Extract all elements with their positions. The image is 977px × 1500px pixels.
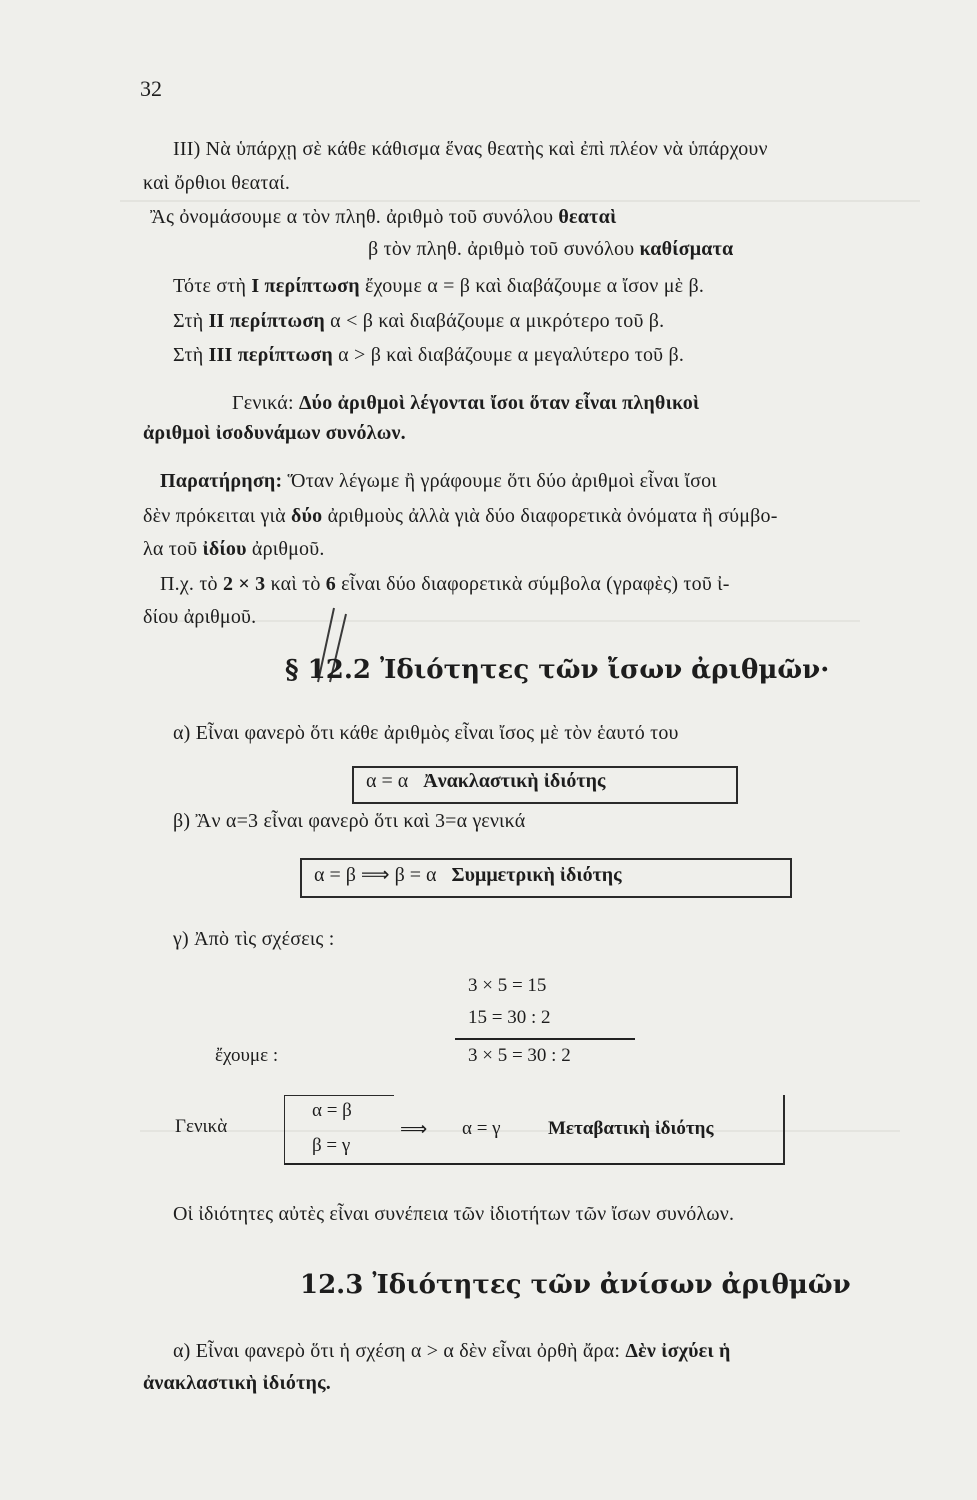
case-2-post: α < β καὶ διαβάζουμε α μικρότερο τοῦ β. bbox=[324, 310, 665, 332]
section-12-2-heading: § 12.2 Ἰδιότητες τῶν ἴσων ἀριθμῶν· bbox=[285, 655, 830, 685]
general-line1-bold: Δύο ἀριθμοὶ λέγονται ἴσοι ὅταν εἶναι πληθικοὶ bbox=[298, 392, 700, 414]
implies-arrow: ⟹ bbox=[400, 1119, 428, 1140]
symmetric-equation: α = β ⟹ β = α bbox=[314, 864, 437, 886]
case-1-pre: Τότε στὴ bbox=[173, 275, 252, 297]
naming-line1-text: Ἂς ὀνομάσουμε α τὸν πληθ. ἀριθμὸ τοῦ συνόλου bbox=[150, 206, 559, 228]
have-label: ἔχουμε : bbox=[215, 1045, 279, 1066]
general-label: Γενικὰ bbox=[175, 1116, 228, 1137]
transitive-eq1: 3 × 5 = 15 bbox=[468, 975, 547, 996]
unequal-line1 bbox=[173, 1340, 731, 1363]
case-1 bbox=[173, 275, 704, 298]
naming-line1 bbox=[150, 206, 616, 229]
symmetric-intro: β) Ἂν α=3 εἶναι φανερὸ ὅτι καὶ 3=α γενικά bbox=[173, 810, 526, 832]
condition-2: β = γ bbox=[312, 1135, 351, 1156]
transitive-eq2: 15 = 30 : 2 bbox=[468, 1007, 551, 1028]
page-number: 32 bbox=[140, 76, 162, 101]
section-12-3-heading: 12.3 Ἰδιότητες τῶν ἀνίσων ἀριθμῶν bbox=[300, 1270, 851, 1300]
case-1-post: ἔχουμε α = β καὶ διαβάζουμε α ἴσον μὲ β. bbox=[359, 275, 705, 297]
transitive-rule bbox=[455, 1038, 635, 1040]
remark-line3-bold: ἰδίου bbox=[202, 538, 247, 560]
remark-line2 bbox=[143, 505, 778, 528]
case-3-post: α > β καὶ διαβάζουμε α μεγαλύτερο τοῦ β. bbox=[332, 344, 685, 366]
case-2-bold: II περίπτωση bbox=[208, 310, 325, 332]
reflexive-box bbox=[352, 766, 738, 804]
transitive-box-right bbox=[783, 1095, 785, 1165]
general-line2-bold: ἀριθμοὶ ἰσοδυνάμων συνόλων. bbox=[143, 422, 406, 444]
naming-line1-bold: θεαταὶ bbox=[558, 206, 617, 228]
naming-line2-bold: καθίσματα bbox=[639, 238, 734, 260]
unequal-line2 bbox=[143, 1372, 331, 1395]
unequal-line2-bold: ἀνακλαστικὴ ἰδιότης. bbox=[143, 1372, 331, 1394]
symmetric-box bbox=[300, 858, 792, 898]
case-3-pre: Στὴ bbox=[173, 344, 209, 366]
unequal-line1-pre: α) Εἶναι φανερὸ ὅτι ἡ σχέση α > α δὲν εἶναι ὀρθὴ ἄρα: bbox=[173, 1340, 626, 1362]
example-bold: 2 × 3 bbox=[222, 573, 266, 595]
reflexive-label: Ἀνακλαστικὴ ἰδιότης bbox=[423, 770, 606, 792]
transitive-intro: γ) Ἀπὸ τὶς σχέσεις : bbox=[173, 928, 335, 950]
remark-line2-bold: δύο bbox=[291, 505, 323, 527]
naming-line2-text: β τὸν πληθ. ἀριθμὸ τοῦ συνόλου bbox=[368, 238, 640, 260]
general-line2 bbox=[143, 422, 406, 445]
example-mid: καὶ τὸ bbox=[265, 573, 326, 595]
remark-line2-post: ἀριθμοὺς ἀλλὰ γιὰ δύο διαφορετικὰ ὀνόματα ἢ σύμβο- bbox=[322, 505, 778, 527]
remark-line3 bbox=[143, 538, 325, 561]
case-2 bbox=[173, 310, 664, 333]
general-line1 bbox=[232, 392, 699, 415]
transitive-result: 3 × 5 = 30 : 2 bbox=[468, 1045, 571, 1066]
example-line2: δίου ἀριθμοῦ. bbox=[143, 606, 257, 628]
remark-line1-text: Ὅταν λέγωμε ἢ γράφουμε ὅτι δύο ἀριθμοὶ εἶναι ἴσοι bbox=[282, 470, 717, 492]
naming-line2 bbox=[368, 238, 733, 261]
condition-1: α = β bbox=[312, 1100, 352, 1121]
remark-line3-post: ἀριθμοῦ. bbox=[246, 538, 325, 560]
remark-line2-pre: δὲν πρόκειται γιὰ bbox=[143, 505, 291, 527]
transitive-box-bottom bbox=[284, 1163, 784, 1165]
symmetric-label: Συμμετρικὴ ἰδιότης bbox=[451, 864, 622, 886]
example-line1 bbox=[160, 573, 730, 596]
case-3 bbox=[173, 344, 684, 367]
case-1-bold: I περίπτωση bbox=[251, 275, 360, 297]
remark-line1 bbox=[160, 470, 717, 493]
transitive-property: Μεταβατικὴ ἰδιότης bbox=[548, 1118, 714, 1139]
example-bold2: 6 bbox=[325, 573, 336, 595]
reflexive-equation: α = α bbox=[366, 770, 409, 792]
case-3-bold: III περίπτωση bbox=[208, 344, 333, 366]
paragraph-iii-line2: καὶ ὄρθιοι θεαταί. bbox=[143, 172, 291, 194]
remark-line3-pre: λα τοῦ bbox=[143, 538, 203, 560]
example-post: εἶναι δύο διαφορετικὰ σύμβολα (γραφὲς) τοῦ ἰ- bbox=[335, 573, 730, 595]
case-2-pre: Στὴ bbox=[173, 310, 209, 332]
remark-label: Παρατήρηση: bbox=[160, 470, 283, 492]
reflexive-intro: α) Εἶναι φανερὸ ὅτι κάθε ἀριθμὸς εἶναι ἴσος μὲ τὸν ἑαυτό του bbox=[173, 722, 679, 744]
example-pre: Π.χ. τὸ bbox=[160, 573, 223, 595]
transitive-conclusion: α = γ bbox=[462, 1118, 501, 1139]
paragraph-iii-line1: III) Νὰ ὑπάρχῃ σὲ κάθε κάθισμα ἕνας θεατὴς καὶ ἐπὶ πλέον νὰ ὑπάρχουν bbox=[173, 138, 768, 160]
unequal-line1-bold: Δὲν ἰσχύει ἡ bbox=[625, 1340, 731, 1362]
consequence: Οἱ ἰδιότητες αὐτὲς εἶναι συνέπεια τῶν ἰδιοτήτων τῶν ἴσων συνόλων. bbox=[173, 1203, 735, 1225]
general-line1-pre: Γενικά: bbox=[232, 392, 299, 414]
